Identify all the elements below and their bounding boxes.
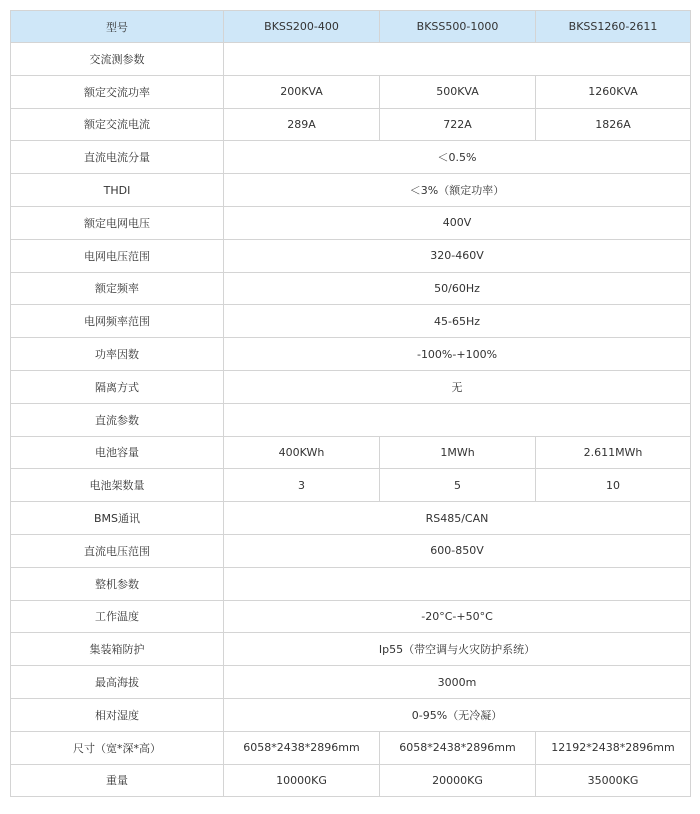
section-empty-cell (224, 43, 691, 76)
merged-value-cell: 45-65Hz (224, 305, 691, 338)
value-cell: 1MWh (380, 436, 536, 469)
row-label: 功率因数 (11, 338, 224, 371)
value-cell: 289A (224, 108, 380, 141)
table-row (11, 534, 691, 567)
table-row (11, 108, 691, 141)
merged-value-cell: 400V (224, 206, 691, 239)
table-row (11, 75, 691, 108)
row-label: 额定交流电流 (11, 108, 224, 141)
value-cell: 400KWh (224, 436, 380, 469)
merged-value-cell: 320-460V (224, 239, 691, 272)
value-cell: 500KVA (380, 75, 536, 108)
row-label: BMS通讯 (11, 502, 224, 535)
spec-table (10, 10, 691, 797)
table-row (11, 502, 691, 535)
row-label: 直流电压范围 (11, 534, 224, 567)
table-row (11, 206, 691, 239)
row-label: 相对湿度 (11, 698, 224, 731)
value-cell: 6058*2438*2896mm (380, 731, 536, 764)
section-empty-cell (224, 403, 691, 436)
spec-table-body (11, 43, 691, 797)
value-cell: 1826A (536, 108, 691, 141)
row-label: 尺寸（宽*深*高） (11, 731, 224, 764)
merged-value-cell: Ip55（带空调与火灾防护系统） (224, 633, 691, 666)
header-bkss1260-2611: BKSS1260-2611 (536, 11, 691, 43)
merged-value-cell: 50/60Hz (224, 272, 691, 305)
row-label: 电网频率范围 (11, 305, 224, 338)
table-row (11, 666, 691, 699)
merged-value-cell: ＜3%（额定功率） (224, 174, 691, 207)
merged-value-cell: 3000m (224, 666, 691, 699)
table-row (11, 305, 691, 338)
table-row (11, 469, 691, 502)
table-row (11, 764, 691, 797)
table-row (11, 698, 691, 731)
table-row (11, 272, 691, 305)
value-cell: 6058*2438*2896mm (224, 731, 380, 764)
table-row (11, 600, 691, 633)
section-row (11, 567, 691, 600)
merged-value-cell: 600-850V (224, 534, 691, 567)
table-row (11, 141, 691, 174)
header-bkss200-400: BKSS200-400 (224, 11, 380, 43)
table-row (11, 174, 691, 207)
section-empty-cell (224, 567, 691, 600)
header-bkss500-1000: BKSS500-1000 (380, 11, 536, 43)
row-label: 重量 (11, 764, 224, 797)
table-row (11, 239, 691, 272)
table-row (11, 370, 691, 403)
value-cell: 722A (380, 108, 536, 141)
value-cell: 10 (536, 469, 691, 502)
row-label: 集装箱防护 (11, 633, 224, 666)
row-label: 直流电流分量 (11, 141, 224, 174)
row-label: 工作温度 (11, 600, 224, 633)
value-cell: 35000KG (536, 764, 691, 797)
row-label: 额定频率 (11, 272, 224, 305)
spec-table-container (10, 10, 690, 797)
table-row (11, 633, 691, 666)
row-label: 交流测参数 (11, 43, 224, 76)
merged-value-cell: 无 (224, 370, 691, 403)
value-cell: 20000KG (380, 764, 536, 797)
section-row (11, 43, 691, 76)
value-cell: 3 (224, 469, 380, 502)
row-label: 电池容量 (11, 436, 224, 469)
table-row (11, 436, 691, 469)
value-cell: 1260KVA (536, 75, 691, 108)
table-row (11, 731, 691, 764)
value-cell: 12192*2438*2896mm (536, 731, 691, 764)
row-label: 隔离方式 (11, 370, 224, 403)
row-label: 直流参数 (11, 403, 224, 436)
value-cell: 2.611MWh (536, 436, 691, 469)
row-label: 电网电压范围 (11, 239, 224, 272)
header-model: 型号 (11, 11, 224, 43)
merged-value-cell: 0-95%（无冷凝） (224, 698, 691, 731)
row-label: 额定电网电压 (11, 206, 224, 239)
merged-value-cell: -100%-+100% (224, 338, 691, 371)
value-cell: 10000KG (224, 764, 380, 797)
table-row (11, 338, 691, 371)
row-label: THDI (11, 174, 224, 207)
row-label: 额定交流功率 (11, 75, 224, 108)
section-row (11, 403, 691, 436)
row-label: 整机参数 (11, 567, 224, 600)
value-cell: 5 (380, 469, 536, 502)
value-cell: 200KVA (224, 75, 380, 108)
table-header-row (11, 11, 691, 43)
merged-value-cell: -20°C-+50°C (224, 600, 691, 633)
merged-value-cell: ＜0.5% (224, 141, 691, 174)
merged-value-cell: RS485/CAN (224, 502, 691, 535)
row-label: 电池架数量 (11, 469, 224, 502)
row-label: 最高海拔 (11, 666, 224, 699)
